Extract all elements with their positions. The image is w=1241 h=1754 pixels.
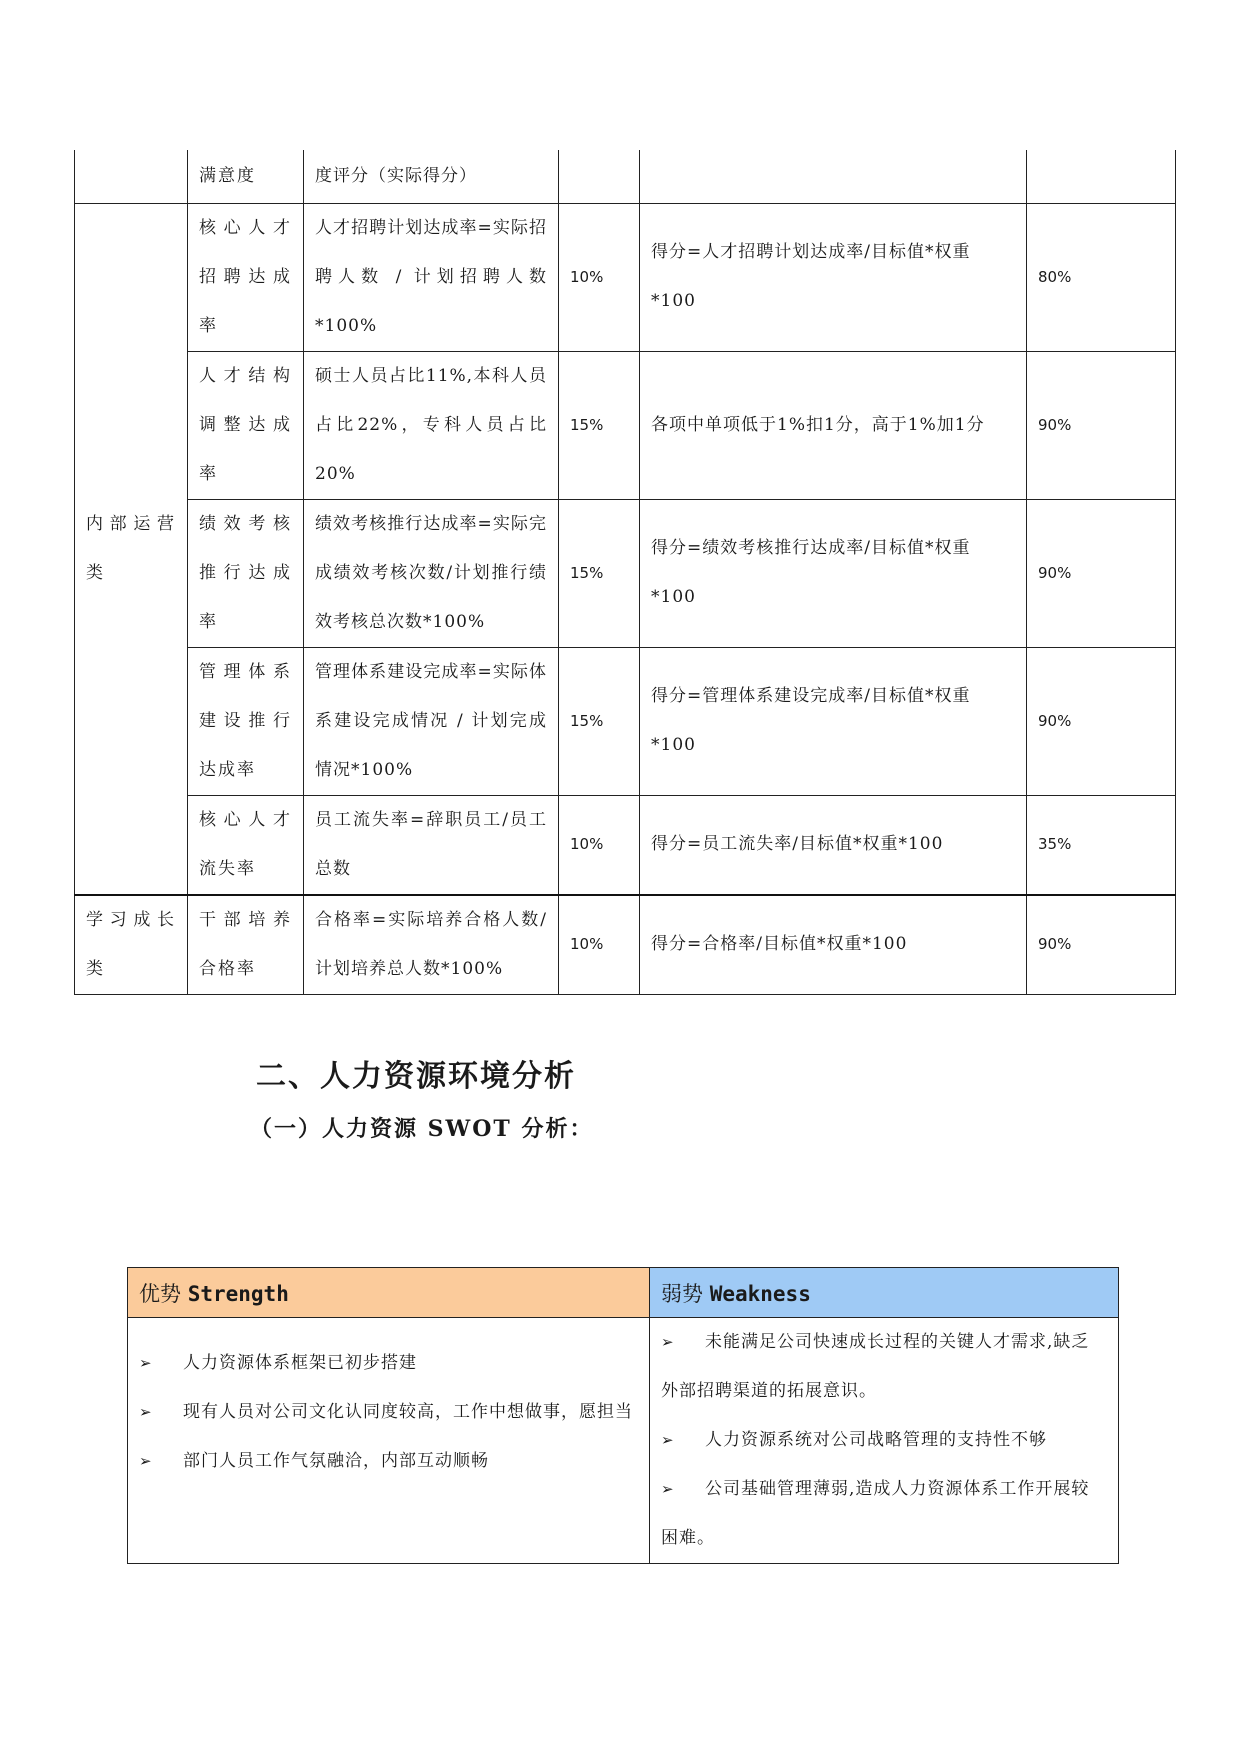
- table-row: [75, 499, 1176, 647]
- scoring-cell: [640, 150, 1027, 203]
- table-row: [75, 351, 1176, 499]
- indicator-cell: 管理体系建设推行达成率: [188, 647, 304, 795]
- definition-cell: 度评分（实际得分）: [304, 150, 559, 203]
- scoring-cell: 得分=管理体系建设完成率/目标值*权重*100: [640, 647, 1027, 795]
- scoring-cell: 得分=绩效考核推行达成率/目标值*权重*100: [640, 499, 1027, 647]
- arrow-bullet-icon: ➢: [139, 1452, 153, 1470]
- strength-cell: [128, 1318, 650, 1564]
- target-cell: 35%: [1027, 795, 1176, 895]
- weakness-label-en: Weakness: [709, 1281, 811, 1306]
- target-cell: 90%: [1027, 647, 1176, 795]
- target-cell: 80%: [1027, 203, 1176, 351]
- weight-cell: 10%: [559, 203, 640, 351]
- definition-cell: 管理体系建设完成率=实际体系建设完成情况 / 计划完成情况*100%: [304, 647, 559, 795]
- list-item: ➢ 未能满足公司快速成长过程的关键人才需求,缺乏外部招聘渠道的拓展意识。: [661, 1318, 1107, 1416]
- table-row: [75, 203, 1176, 351]
- definition-cell: 人才招聘计划达成率=实际招聘人数 / 计划招聘人数*100%: [304, 203, 559, 351]
- weight-cell: 15%: [559, 351, 640, 499]
- indicator-cell: 核心人才流失率: [188, 795, 304, 895]
- target-cell: 90%: [1027, 499, 1176, 647]
- table-row: [75, 795, 1176, 895]
- weight-cell: [559, 150, 640, 203]
- indicator-cell: 核心人才招聘达成率: [188, 203, 304, 351]
- swot-body-row: [128, 1318, 1119, 1564]
- list-item: ➢ 人力资源体系框架已初步搭建: [139, 1339, 638, 1388]
- target-cell: [1027, 150, 1176, 203]
- strength-label-en: Strength: [187, 1281, 289, 1306]
- indicator-cell: 干部培养合格率: [188, 895, 304, 995]
- category-cell: 内部运营类: [75, 203, 188, 895]
- indicator-cell: 满意度: [188, 150, 304, 203]
- arrow-bullet-icon: ➢: [661, 1480, 675, 1498]
- table-row: [75, 150, 1176, 203]
- target-cell: 90%: [1027, 895, 1176, 995]
- list-item: ➢ 人力资源系统对公司战略管理的支持性不够: [661, 1416, 1107, 1465]
- list-item: ➢ 公司基础管理薄弱,造成人力资源体系工作开展较困难。: [661, 1465, 1107, 1563]
- strength-label-cn: 优势: [139, 1281, 181, 1306]
- swot-table: [127, 1267, 1119, 1564]
- indicator-cell: 人才结构调整达成率: [188, 351, 304, 499]
- arrow-bullet-icon: ➢: [661, 1333, 675, 1351]
- kpi-table: [74, 150, 1176, 995]
- weight-cell: 10%: [559, 895, 640, 995]
- subsection-title: （一）人力资源 SWOT 分析：: [250, 1116, 594, 1142]
- strength-header: [128, 1268, 650, 1318]
- weakness-cell: [650, 1318, 1119, 1564]
- definition-cell: 绩效考核推行达成率=实际完成绩效考核次数/计划推行绩效考核总次数*100%: [304, 499, 559, 647]
- weakness-header: [650, 1268, 1119, 1318]
- weakness-label-cn: 弱势: [661, 1281, 703, 1306]
- arrow-bullet-icon: ➢: [139, 1403, 153, 1421]
- section-title: 二、人力资源环境分析: [256, 1059, 576, 1094]
- weight-cell: 15%: [559, 499, 640, 647]
- weight-cell: 15%: [559, 647, 640, 795]
- table-row: [75, 647, 1176, 795]
- arrow-bullet-icon: ➢: [139, 1354, 153, 1372]
- definition-cell: 员工流失率=辞职员工/员工总数: [304, 795, 559, 895]
- list-item: ➢ 部门人员工作气氛融洽，内部互动顺畅: [139, 1437, 638, 1486]
- scoring-cell: 得分=合格率/目标值*权重*100: [640, 895, 1027, 995]
- definition-cell: 硕士人员占比11%,本科人员占比22%，专科人员占比20%: [304, 351, 559, 499]
- category-cell: [75, 150, 188, 203]
- arrow-bullet-icon: ➢: [661, 1431, 675, 1449]
- list-item: ➢ 现有人员对公司文化认同度较高，工作中想做事，愿担当: [139, 1388, 638, 1437]
- swot-header-row: [128, 1268, 1119, 1318]
- target-cell: 90%: [1027, 351, 1176, 499]
- scoring-cell: 各项中单项低于1%扣1分，高于1%加1分: [640, 351, 1027, 499]
- definition-cell: 合格率=实际培养合格人数/计划培养总人数*100%: [304, 895, 559, 995]
- scoring-cell: 得分=员工流失率/目标值*权重*100: [640, 795, 1027, 895]
- category-cell: 学习成长类: [75, 895, 188, 995]
- table-row: [75, 895, 1176, 995]
- indicator-cell: 绩效考核推行达成率: [188, 499, 304, 647]
- weight-cell: 10%: [559, 795, 640, 895]
- scoring-cell: 得分=人才招聘计划达成率/目标值*权重*100: [640, 203, 1027, 351]
